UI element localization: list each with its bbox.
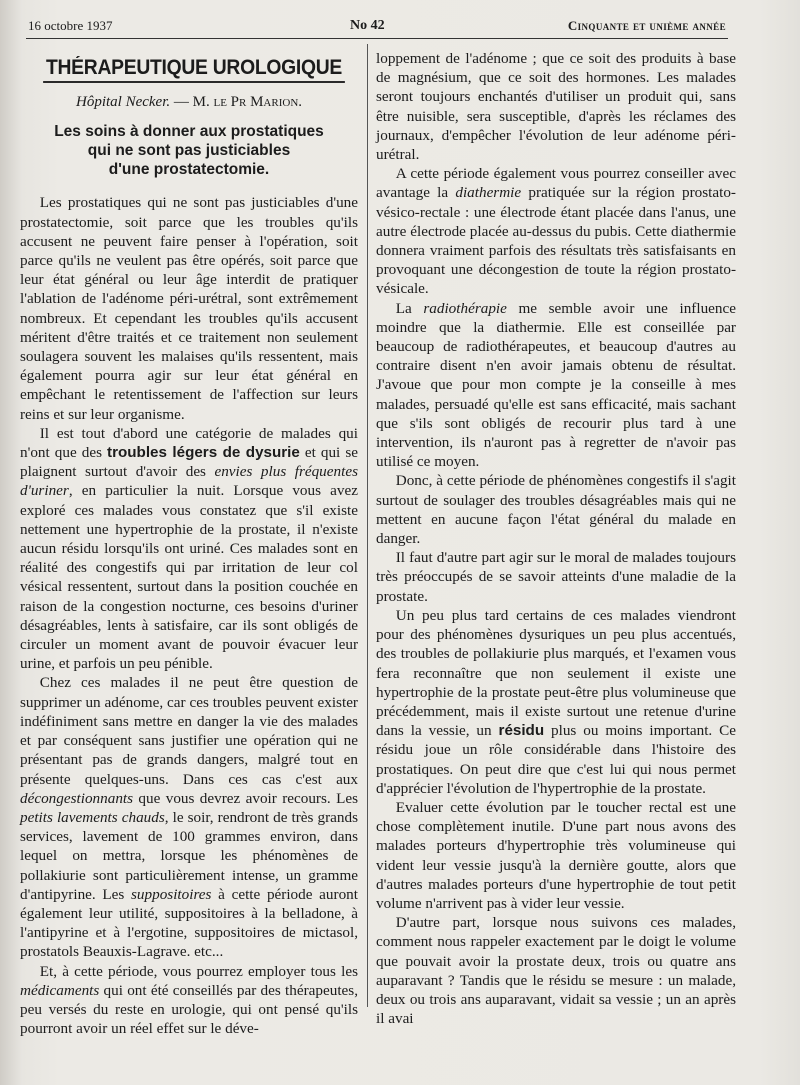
section-title: THÉRAPEUTIQUE UROLOGIQUE <box>43 58 345 83</box>
bold-phrase: résidu <box>498 722 545 740</box>
issue-number: No 42 <box>350 18 385 33</box>
publication-year-label: Cinquante et unième année <box>567 18 726 33</box>
byline-hospital: Hôpital Necker. <box>75 94 171 111</box>
paragraph: Chez ces malades il ne peut être question de supprimer un adénome, car ces troubles peuvent exister indéfiniment sans mettre en danger la vie des malades et par conséquent sans justifier une opération qui ne présentant pas de grands dangers, malgré tout en présente quelques-uns. Dans ces cas c'est aux décongestionnants que vous devrez avoir recours. Les petits lavements chauds, le soir, rendront de très grands services, lavement de 100 grammes environ, dans lequel on mettra, lorsque les phénomènes de pollakiurie sont particulièrement intense, un gramme d'antipyrine. Les suppositoires à cette période auront également leur utilité, suppositoires à la belladone, à l'antipyrine et à l'ergotine, suppositoires de mictasol, prostatols Beauxis-Lagrave. etc... <box>20 674 358 961</box>
header-rule <box>26 38 728 39</box>
article-subtitle <box>20 122 358 179</box>
italic-phrase: radiothérapie <box>423 299 507 317</box>
byline <box>20 93 358 112</box>
paragraph: La radiothérapie me semble avoir une influence moindre que la diathermie. Elle est conseillée par beaucoup de radiothérapeutes, et beaucoup d'autres au contraire disent n'en avoir jamais obtenu de résultat. J'avoue que pour mon compte je la conseille à mes malades, persuadé qu'elle est sans efficacité, mais sachant que s'ils sont obligés de recourir plus tard à une intervention, ils n'auront pas à regretter de n'avoir pas utilisé ce moyen. <box>376 299 736 471</box>
issue-date: 16 octobre 1937 <box>28 18 113 33</box>
italic-phrase: petits lavements chauds <box>20 808 165 826</box>
bold-phrase: troubles légers de dysurie <box>107 444 300 462</box>
paragraph: Evaluer cette évolution par le toucher rectal est une chose complètement inutile. D'une part nous avons des malades porteurs d'hypertrophie très volumineuse qui vident leur vessie jusqu'à la dernière goutte, alors que d'autres malades porteurs d'une hypertrophie de tout petit volume n'arrivent pas à vider leur vessie. <box>376 798 736 912</box>
italic-phrase: décongestionnants <box>20 789 134 807</box>
subtitle-line: qui ne sont pas justiciables <box>87 142 291 160</box>
paragraph: Et, à cette période, vous pourrez employer tous les médicaments qui ont été conseillés par des thérapeutes, peu versés du reste en urologie, qui ont pensé qu'ils pourront avoir un réel effet sur le déve- <box>20 962 358 1038</box>
paragraph: loppement de l'adénome ; que ce soit des produits à base de magnésium, que ce soit des hormones. Les malades seront toujours enchantés d'utiliser un produit qui, sans être nuisible, sera susceptible, d'après les réclames des journaux, d'empêcher l'évolution de leur adénome péri-urétral. <box>376 50 736 164</box>
left-column <box>20 48 358 1038</box>
italic-phrase: suppositoires <box>131 885 212 903</box>
paragraph: Il est tout d'abord une catégorie de malades qui n'ont que des troubles légers de dysurie et qui se plaignent surtout d'avoir des envies plus fréquentes d'uriner, en particulier la nuit. Lorsque vous avez exploré ces malades vous constatez que s'il existe nettement une hypertrophie de la prostate, il n'existe aucun résidu lorsqu'ils ont uriné. Ces malades sont en réalité des congestifs qui par irritation de leur col vésical ressentent, surtout dans la position couchée en raison de la congestion nocturne, ces besoins d'uriner désagréables, lents à satisfaire, car ils sont obligés de circuler un moment avant de pouvoir évacuer leur urine, et parfois un peu pénible. <box>20 424 358 673</box>
italic-phrase: envies plus fréquentes d'uriner <box>20 463 358 500</box>
paragraph: Les prostatiques qui ne sont pas justiciables d'une prostatectomie, soit parce que les troubles qu'ils accusent ne peuvent faire penser à l'opération, soit parce qu'ils ne veulent pas être opérés, soit parce que leur état général ou leur âge interdit de pratiquer l'ablation de l'adénome péri-urétral, sont extrêmement nombreux. Et cependant les troubles qu'ils accusent méritent d'être traités et ce traitement non seulement soulagera souvent les malaises qu'ils ressentent, mais également pourra agir sur leur état général en empêchant le retentissement de l'affection sur leurs reins et sur leur organisme. <box>20 194 358 423</box>
paragraph: D'autre part, lorsque nous suivons ces malades, comment nous rappeler exactement par le doigt le volume que pouvait avoir la prostate deux, trois ou quatre ans auparavant ? Tandis que le résidu se mesure : un malade, deux ou trois ans auparavant, vidait sa vessie ; un an après il avai <box>376 914 736 1028</box>
running-head <box>28 18 726 36</box>
byline-author: — M. le Pr Marion. <box>170 94 303 111</box>
subtitle-line: Les soins à donner aux prostatiques <box>54 123 324 141</box>
italic-phrase: médicaments <box>20 981 100 999</box>
subtitle-line: d'une prostatectomie. <box>108 161 270 179</box>
paragraph: Un peu plus tard certains de ces malades viendront pour des phénomènes dysuriques un peu plus accentués, des troubles de pollakiurie plus marqués, et l'examen vous fera reconnaître que non seulement il existe une hypertrophie de la prostate peut-être plus volumineuse que précédemment, mais il existe surtout une retenue d'urine dans la vessie, un résidu plus ou moins important. Ce résidu joue un rôle considérable dans l'histoire des prostatiques. On peut dire que c'est lui qui nous permet d'apprécier l'évolution de l'hypertrophie de la prostate. <box>376 606 736 797</box>
paragraph: Il faut d'autre part agir sur le moral de malades toujours très préoccupés de se savoir atteints d'une maladie de la prostate. <box>376 549 736 605</box>
paragraph: A cette période également vous pourrez conseiller avec avantage la diathermie pratiquée sur la région prostato-vésico-rectale : une électrode étant placée dans l'anus, une autre électrode placée au-dessus du pubis. Cette diathermie donnera vraiment parfois des résultats très satisfaisants en provoquant une décongestion de toute la région prostato-vésicale. <box>376 165 736 298</box>
right-column <box>376 49 736 1028</box>
column-divider <box>367 44 368 1007</box>
paragraph: Donc, à cette période de phénomènes congestifs il s'agit surtout de soulager des troubles désagréables mais qui ne mettent en aucune façon l'état général du malade en danger. <box>376 472 736 548</box>
italic-phrase: diathermie <box>455 184 522 202</box>
